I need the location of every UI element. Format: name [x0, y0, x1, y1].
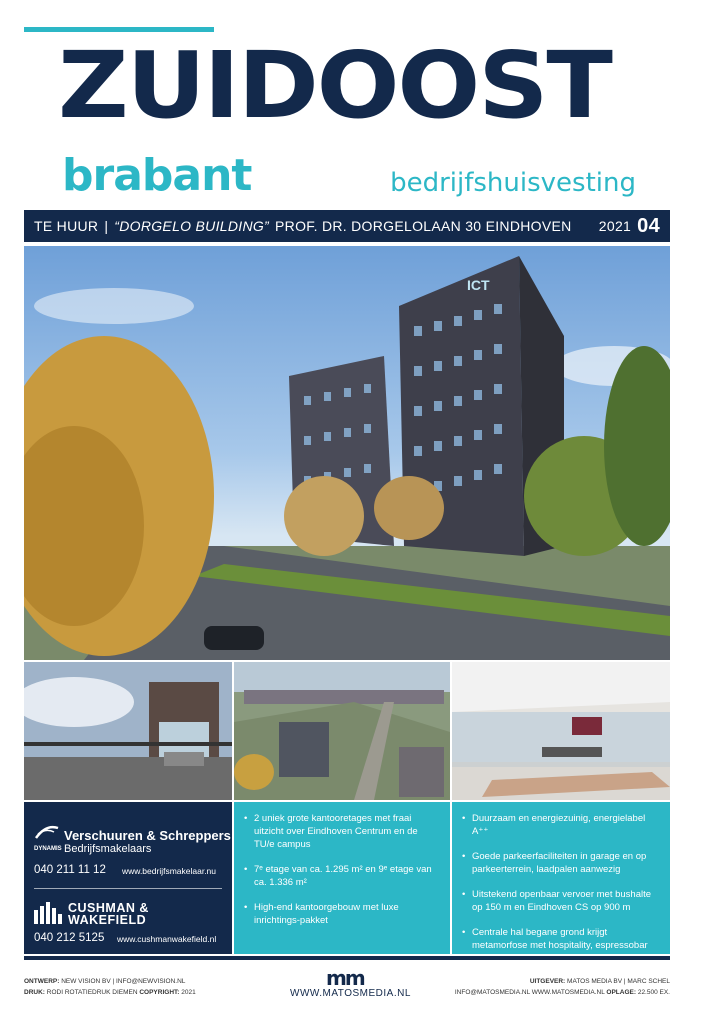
footer-right	[455, 976, 670, 998]
issue-number: 04	[637, 214, 660, 237]
feature-item: • Duurzaam en energiezuinig, energielabel A⁺⁺	[462, 812, 660, 838]
feature-item: • 2 uniek grote kantooretages met fraai uitzicht over Eindhoven Centrum en de TU/e campus	[244, 812, 440, 851]
listing-band	[24, 210, 670, 242]
footer-copyright: 2021	[181, 989, 196, 996]
cw-name-line1: CUSHMAN &	[68, 901, 149, 915]
building-address: PROF. DR. DORGELOLAAN 30 EINDHOVEN	[275, 218, 572, 234]
features-right	[452, 802, 670, 954]
aerial-photo	[234, 662, 450, 800]
main-building-photo	[24, 246, 670, 660]
cw-name-line2: WAKEFIELD	[68, 913, 147, 927]
footer-contact: INFO@MATOSMEDIA.NL WWW.MATOSMEDIA.NL	[454, 989, 605, 996]
footer-publisher-label: UITGEVER:	[529, 978, 566, 985]
listing-prefix: TE HUUR	[34, 218, 99, 234]
footer-print: RODI ROTATIEDRUK DIEMEN	[46, 989, 138, 996]
building-sign: ICT	[467, 277, 490, 293]
vs-type: Bedrijfsmakelaars	[64, 843, 152, 855]
magazine-title: ZUIDOOST	[58, 32, 611, 139]
matos-media-url[interactable]: WWW.MATOSMEDIA.NL	[290, 988, 411, 999]
footer-publisher: MATOS MEDIA BV | MARC SCHEL	[567, 978, 670, 985]
footer-circulation: 22.500 EX.	[637, 989, 670, 996]
cw-url[interactable]: www.cushmanwakefield.nl	[117, 934, 217, 944]
issue-year: 2021	[598, 218, 632, 234]
feature-item: • Goede parkeerfaciliteiten in garage en op parkeerterrein, laadpalen aanwezig	[462, 850, 660, 876]
matos-media-logo: mm	[326, 966, 364, 990]
footer-design: NEW VISION BV | INFO@NEWVISION.NL	[61, 978, 186, 985]
footer-circulation-label: OPLAGE:	[606, 989, 637, 996]
vs-name: Verschuuren & Schreppers	[64, 828, 231, 843]
agents-panel	[24, 802, 232, 954]
dynamis-logo-icon	[34, 824, 60, 840]
cushman-logo-icon	[34, 900, 62, 924]
magazine-subtitle-right: bedrijfshuisvesting	[390, 168, 636, 198]
divider	[34, 888, 222, 889]
footer-left	[24, 976, 196, 998]
band-separator: |	[104, 218, 109, 234]
footer-design-label: ONTWERP:	[24, 978, 60, 985]
footer-copyright-label: COPYRIGHT:	[139, 989, 180, 996]
building-name: “DORGELO BUILDING”	[114, 218, 270, 234]
bottom-rule	[24, 956, 670, 960]
terrace-photo	[24, 662, 232, 800]
feature-item: • High-end kantoorgebouw met luxe inrichtings-pakket	[244, 901, 440, 927]
vs-brand: DYNAMIS	[34, 846, 62, 852]
cw-phone: 040 212 5125	[34, 932, 105, 944]
magazine-subtitle-left: brabant	[62, 150, 252, 201]
feature-item: • 7ᵉ etage van ca. 1.295 m² en 9ᵉ etage van ca. 1.336 m²	[244, 863, 440, 889]
vs-phone: 040 211 11 12	[34, 864, 106, 876]
footer-print-label: DRUK:	[24, 989, 45, 996]
feature-item: • Centrale hal begane grond krijgt metamorfose met hospitality, espressobar	[462, 926, 660, 965]
interior-photo	[452, 662, 670, 800]
feature-item: • Uitstekend openbaar vervoer met bushalte op 150 m en Eindhoven CS op 900 m	[462, 888, 660, 914]
vs-url[interactable]: www.bedrijfsmakelaar.nu	[122, 866, 217, 876]
features-left	[234, 802, 450, 954]
